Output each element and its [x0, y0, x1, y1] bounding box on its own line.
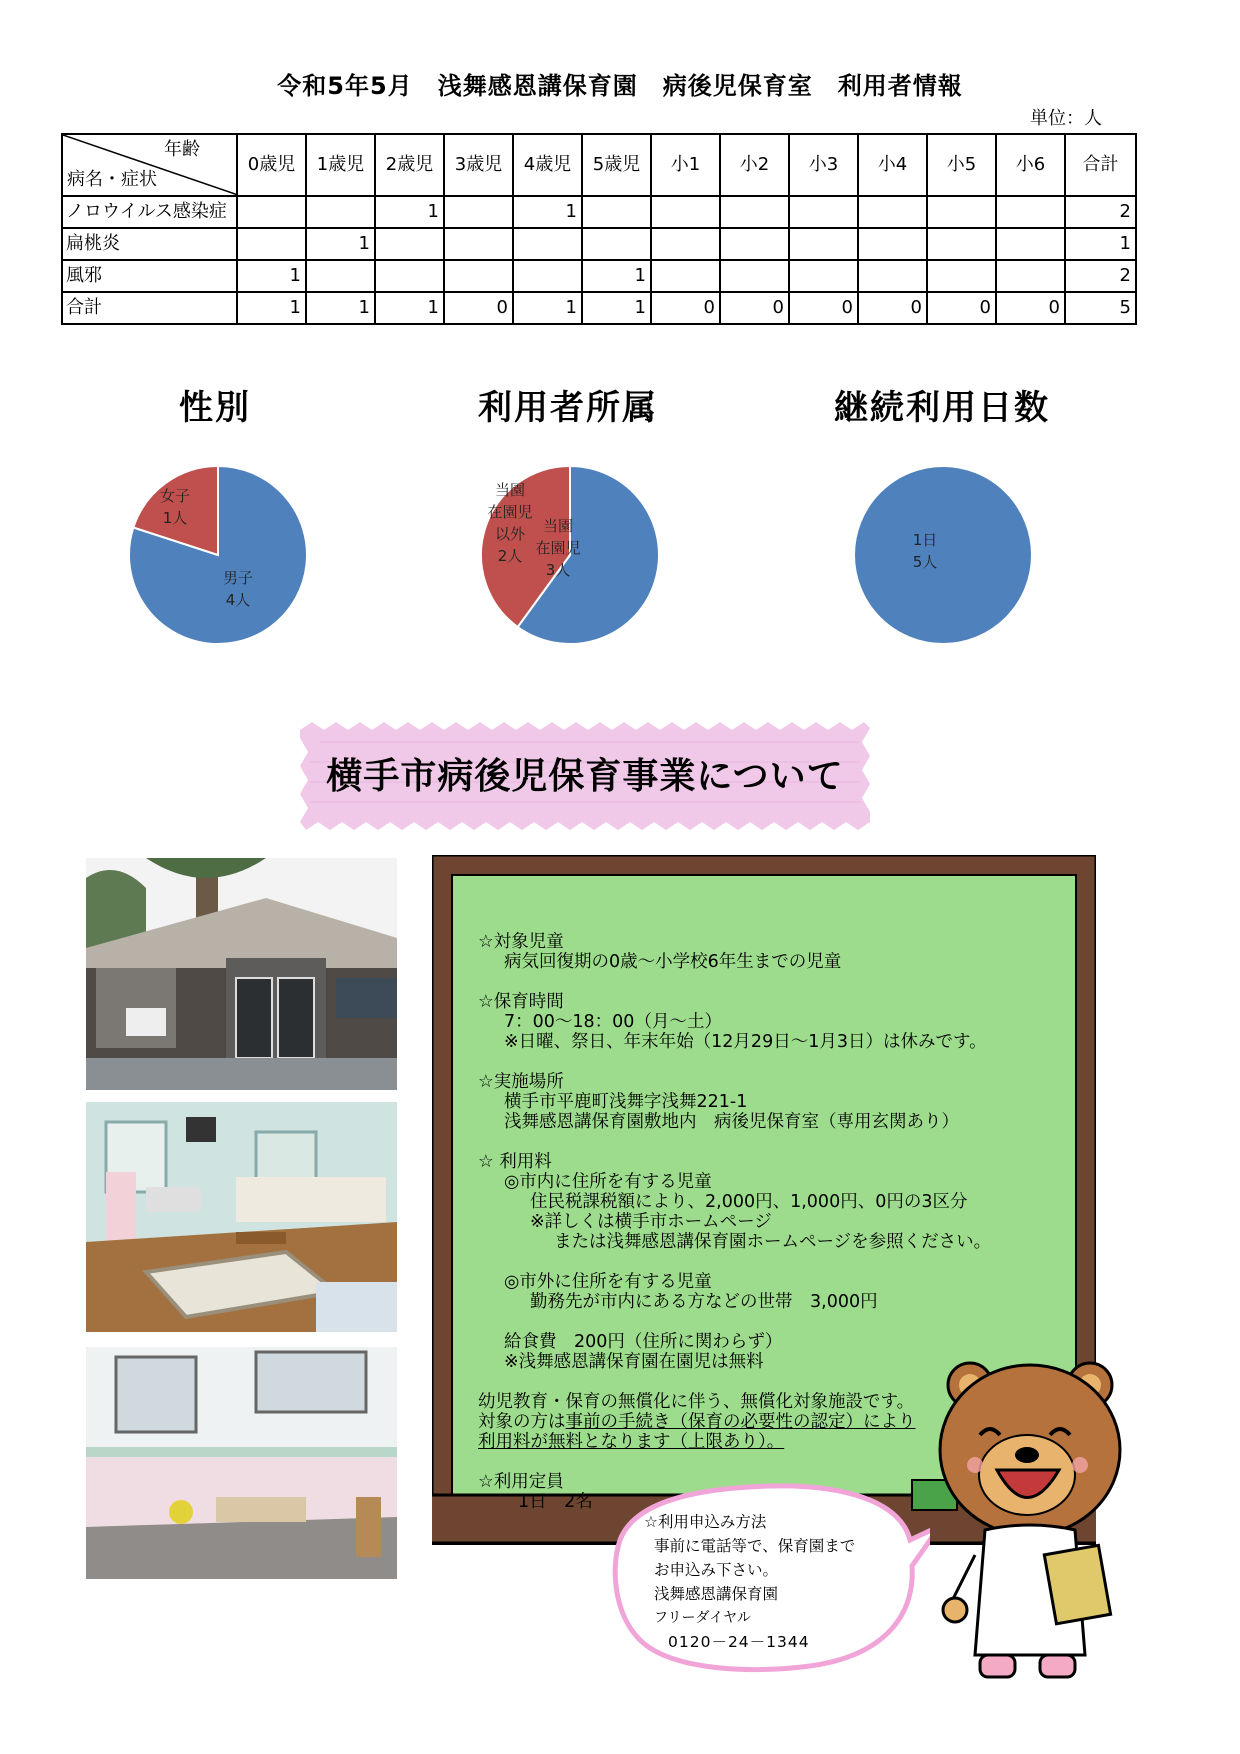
table-cell	[513, 260, 582, 292]
table-cell	[789, 228, 858, 260]
hours-heading: ☆保育時間	[478, 992, 564, 1012]
unit-label: 単位：人	[1030, 108, 1102, 129]
table-cell	[720, 260, 789, 292]
table-cell	[582, 228, 651, 260]
table-cell	[444, 228, 513, 260]
free-program-limit: 利用料が無料となります（上限あり）。	[478, 1432, 785, 1452]
column-header: 2歳児	[375, 134, 444, 196]
hours-text: 7：00～18：00（月～土）	[504, 1012, 722, 1032]
pie-slice-label: 当園在園児以外 2人	[487, 481, 533, 565]
table-cell	[306, 260, 375, 292]
table-cell	[996, 196, 1065, 228]
table-cell	[720, 228, 789, 260]
apply-heading: ☆利用申込み方法	[644, 1513, 767, 1531]
fee-out-city-heading: ◎市外に住所を有する児童	[504, 1272, 712, 1292]
place-heading: ☆実施場所	[478, 1072, 564, 1092]
table-row	[62, 196, 1136, 228]
fee-in-city-heading: ◎市内に住所を有する児童	[504, 1172, 712, 1192]
place-room: 浅舞感恩講保育園敷地内 病後児保育室（専用玄関あり）	[504, 1112, 959, 1132]
row-label: ノロウイルス感染症	[62, 196, 237, 228]
table-cell	[582, 196, 651, 228]
table-cell	[927, 196, 996, 228]
table-cell: 1	[375, 196, 444, 228]
table-corner-header	[62, 134, 237, 196]
pie-slice-label: 女子 1人	[159, 487, 191, 527]
column-header: 小6	[996, 134, 1065, 196]
target-text: 病気回復期の0歳～小学校6年生までの児童	[504, 952, 842, 972]
table-row	[62, 292, 1136, 324]
column-header: 合計	[1065, 134, 1136, 196]
table-cell	[858, 228, 927, 260]
column-header: 0歳児	[237, 134, 306, 196]
pie-slice-label: 当園在園児 3人	[535, 517, 581, 579]
fee-in-city-note: ※詳しくは横手市ホームページ	[530, 1212, 772, 1232]
pie-slice-label: 男子 4人	[222, 569, 254, 609]
table-cell	[720, 196, 789, 228]
column-header: 小3	[789, 134, 858, 196]
table-cell: 0	[651, 292, 720, 324]
table-cell	[651, 196, 720, 228]
table-cell	[789, 260, 858, 292]
table-cell: 1	[513, 292, 582, 324]
table-cell: 0	[444, 292, 513, 324]
table-cell: 0	[858, 292, 927, 324]
table-cell	[858, 196, 927, 228]
column-header: 5歳児	[582, 134, 651, 196]
chart-title-affiliation: 利用者所属	[478, 388, 658, 428]
chart-title-days: 継続利用日数	[834, 388, 1050, 428]
page-title: 令和5年5月 浅舞感恩講保育園 病後児保育室 利用者情報	[277, 72, 963, 100]
table-cell: 1	[582, 260, 651, 292]
table-cell	[858, 260, 927, 292]
table-cell	[996, 228, 1065, 260]
gender-pie-chart	[118, 455, 318, 655]
table-cell: 0	[927, 292, 996, 324]
affiliation-pie-chart	[470, 455, 670, 655]
table-cell	[996, 260, 1065, 292]
table-cell	[444, 260, 513, 292]
table-cell: 1	[306, 292, 375, 324]
fee-out-city-text: 勤務先が市内にある方などの世帯 3,000円	[530, 1292, 878, 1312]
meal-fee: 給食費 200円（住所に関わらず）	[504, 1332, 783, 1352]
bubble-text	[644, 1510, 874, 1654]
table-cell: 2	[1065, 196, 1136, 228]
table-cell	[306, 196, 375, 228]
table-cell: 0	[720, 292, 789, 324]
column-header: 小5	[927, 134, 996, 196]
table-cell	[375, 260, 444, 292]
table-cell: 1	[237, 260, 306, 292]
playroom-photo	[86, 1102, 397, 1332]
pie-slice	[854, 466, 1032, 644]
target-heading: ☆対象児童	[478, 932, 564, 952]
row-label: 風邪	[62, 260, 237, 292]
table-cell	[444, 196, 513, 228]
disease-axis-label: 病名・症状	[67, 169, 157, 190]
fee-heading: ☆ 利用料	[478, 1152, 552, 1172]
pie-slice-label: 1日 5人	[912, 531, 938, 571]
usage-table	[61, 133, 1137, 325]
table-cell	[927, 260, 996, 292]
freedial-label: フリーダイヤル	[654, 1610, 752, 1626]
table-row	[62, 228, 1136, 260]
table-cell: 2	[1065, 260, 1136, 292]
table-cell: 5	[1065, 292, 1136, 324]
chart-title-gender: 性別	[179, 388, 251, 428]
capacity-heading: ☆利用定員	[478, 1472, 564, 1492]
table-cell: 1	[375, 292, 444, 324]
table-cell	[513, 228, 582, 260]
days-pie-chart	[843, 455, 1043, 655]
table-cell	[237, 196, 306, 228]
table-cell	[927, 228, 996, 260]
row-label: 合計	[62, 292, 237, 324]
building-exterior-photo	[86, 858, 397, 1090]
free-program-text: 幼児教育・保育の無償化に伴う、無償化対象施設です。	[478, 1392, 915, 1412]
table-cell	[789, 196, 858, 228]
nursery-name: 浅舞感恩講保育園	[654, 1585, 779, 1603]
table-cell: 1	[582, 292, 651, 324]
apply-line: 事前に電話等で、保育園まで	[654, 1537, 856, 1555]
capacity-text: 1日 2名	[518, 1492, 593, 1512]
fee-in-city-note2: または浅舞感恩講保育園ホームページを参照ください。	[554, 1232, 992, 1252]
table-cell: 0	[996, 292, 1065, 324]
table-cell: 1	[513, 196, 582, 228]
apply-line: お申込み下さい。	[654, 1561, 779, 1579]
age-axis-label: 年齢	[164, 139, 200, 160]
meal-fee-note: ※浅舞感恩講保育園在園児は無料	[504, 1352, 764, 1372]
column-header: 小2	[720, 134, 789, 196]
table-cell	[375, 228, 444, 260]
rest-room-photo	[86, 1347, 397, 1579]
fee-in-city-text: 住民税課税額により、2,000円、1,000円、0円の3区分	[530, 1192, 968, 1212]
holiday-note: ※日曜、祭日、年末年始（12月29日～1月3日）は休みです。	[504, 1032, 987, 1052]
table-cell	[651, 260, 720, 292]
table-cell: 0	[789, 292, 858, 324]
bear-mascot-icon	[935, 1355, 1135, 1685]
column-header: 3歳児	[444, 134, 513, 196]
free-program-procedure: 対象の方は事前の手続き（保育の必要性の認定）により	[478, 1412, 916, 1432]
table-cell: 1	[306, 228, 375, 260]
column-header: 小1	[651, 134, 720, 196]
table-cell: 1	[1065, 228, 1136, 260]
column-header: 小4	[858, 134, 927, 196]
table-cell	[651, 228, 720, 260]
table-cell	[237, 228, 306, 260]
row-label: 扁桃炎	[62, 228, 237, 260]
banner-title: 横手市病後児保育事業について	[326, 756, 844, 797]
column-header: 1歳児	[306, 134, 375, 196]
column-header: 4歳児	[513, 134, 582, 196]
table-row	[62, 260, 1136, 292]
place-address: 横手市平鹿町浅舞字浅舞221-1	[504, 1092, 748, 1112]
phone-number: 0120－24－1344	[668, 1633, 810, 1651]
table-cell: 1	[237, 292, 306, 324]
